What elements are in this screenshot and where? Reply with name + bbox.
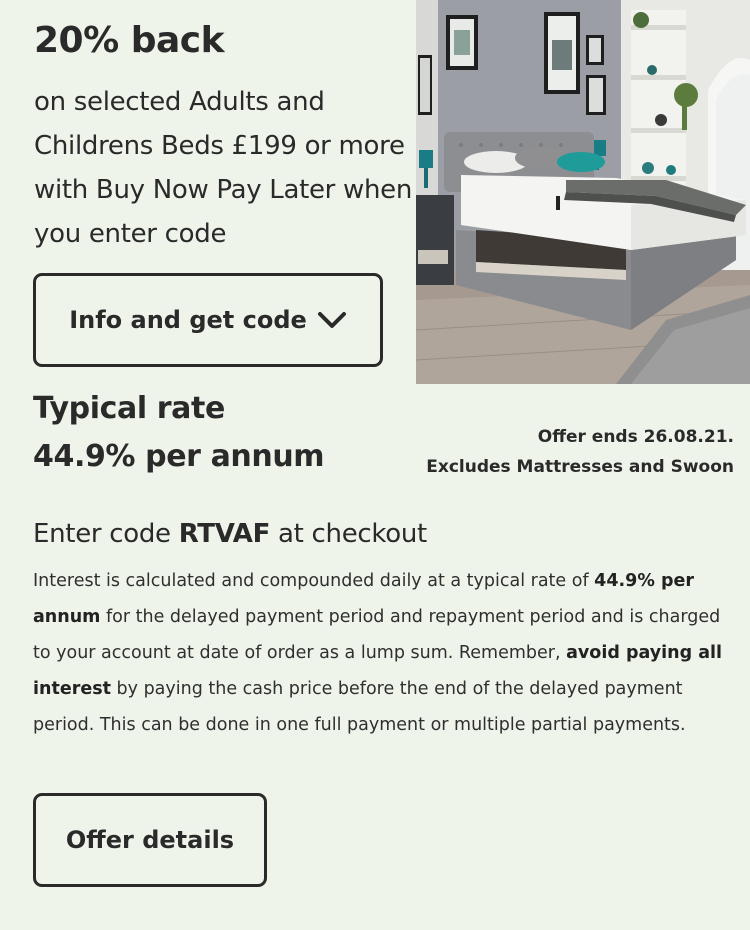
offer-details-button[interactable]: Offer details bbox=[33, 793, 267, 887]
disclaimer-warning: avoid paying all interest bbox=[33, 643, 723, 699]
code-suffix: at checkout bbox=[270, 519, 427, 549]
bed-product-image bbox=[416, 0, 750, 384]
disclaimer-rate: 44.9% per annum bbox=[33, 571, 695, 627]
info-button-label: Info and get code bbox=[69, 306, 307, 334]
typical-rate-value: 44.9% per annum bbox=[33, 439, 325, 474]
code-prefix: Enter code bbox=[33, 519, 179, 549]
disclaimer-text-3: by paying the cash price before the end of the delayed payment period. This can be done in one full payment or multiple partial payments. bbox=[33, 679, 686, 735]
offer-terms bbox=[426, 422, 734, 482]
disclaimer-text-1: Interest is calculated and compounded daily at a typical rate of bbox=[33, 571, 595, 591]
promo-headline: 20% back bbox=[34, 20, 225, 61]
interest-disclaimer bbox=[33, 563, 723, 743]
offer-exclusions: Excludes Mattresses and Swoon bbox=[426, 457, 734, 477]
info-and-get-code-button[interactable] bbox=[33, 273, 383, 367]
typical-rate-label: Typical rate bbox=[33, 391, 225, 426]
promo-code: RTVAF bbox=[178, 519, 271, 549]
offer-end-date: Offer ends 26.08.21. bbox=[537, 427, 734, 447]
typical-rate bbox=[33, 385, 324, 481]
chevron-down-icon bbox=[317, 310, 347, 330]
promo-code-instruction bbox=[33, 514, 427, 554]
disclaimer-text-2: for the delayed payment period and repayment period and is charged to your account at date of order as a lump sum. Remember, bbox=[33, 607, 721, 663]
promo-subhead: on selected Adults and Childrens Beds £199 or more with Buy Now Pay Later when you enter code bbox=[34, 87, 413, 249]
